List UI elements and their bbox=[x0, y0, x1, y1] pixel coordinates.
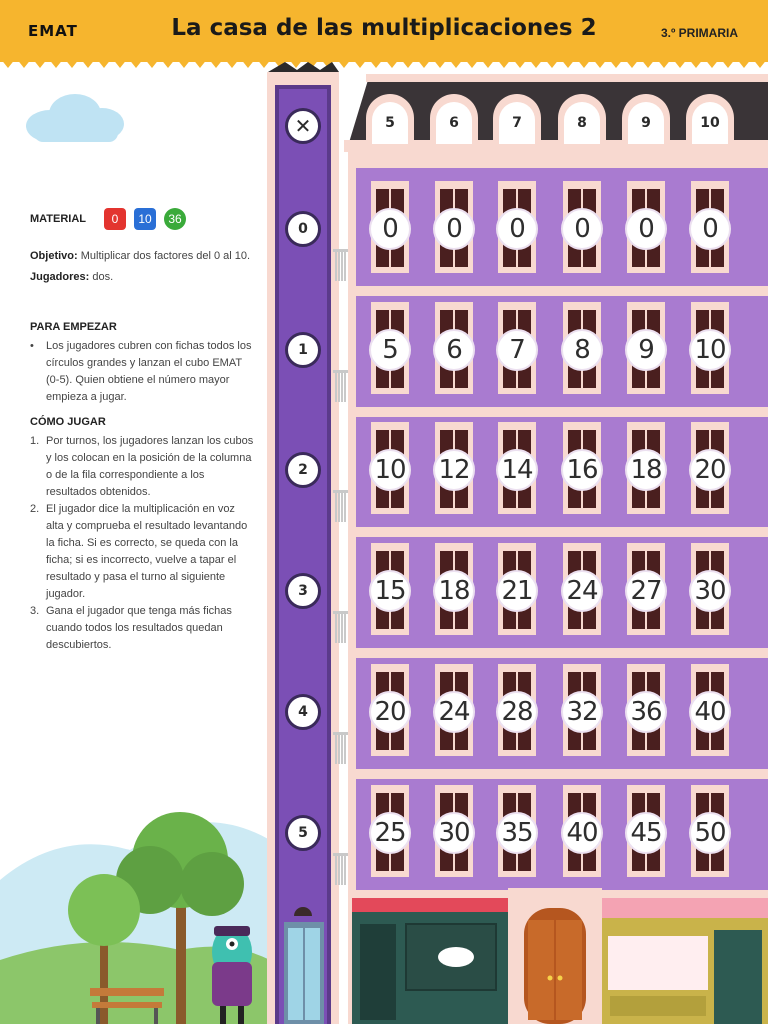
product-circle[interactable]: 40 bbox=[561, 812, 603, 854]
product-circle[interactable]: 16 bbox=[561, 449, 603, 491]
column-header-8: 8 bbox=[577, 115, 587, 131]
product-circle[interactable]: 0 bbox=[625, 208, 667, 250]
multiply-sign: ✕ bbox=[285, 108, 321, 144]
product-circle[interactable]: 0 bbox=[433, 208, 475, 250]
column-header-5: 5 bbox=[385, 115, 395, 131]
product-circle[interactable]: 24 bbox=[433, 691, 475, 733]
product-circle[interactable]: 0 bbox=[369, 208, 411, 250]
column-header-10: 10 bbox=[700, 115, 720, 131]
product-circle[interactable]: 0 bbox=[561, 208, 603, 250]
row-factor-1: 1 bbox=[285, 332, 321, 368]
list-item: • Los jugadores cubren con fichas todos los círculos grandes y lanzan el cubo EMAT (0-5). Quien obtiene el número mayor empieza a jugar. bbox=[30, 340, 252, 403]
product-circle[interactable]: 32 bbox=[561, 691, 603, 733]
product-circle[interactable]: 8 bbox=[561, 329, 603, 371]
red-cube-icon: 0 bbox=[104, 208, 126, 230]
product-circle[interactable]: 35 bbox=[496, 812, 538, 854]
jugadores-text: dos. bbox=[89, 271, 114, 283]
product-circle[interactable]: 6 bbox=[433, 329, 475, 371]
row-factor-2: 2 bbox=[285, 452, 321, 488]
product-circle[interactable]: 30 bbox=[689, 570, 731, 612]
column-header-9: 9 bbox=[641, 115, 651, 131]
product-circle[interactable]: 15 bbox=[369, 570, 411, 612]
objetivo-text: Multiplicar dos factores del 0 al 10. bbox=[77, 250, 251, 262]
product-circle[interactable]: 5 bbox=[369, 329, 411, 371]
product-circle[interactable]: 27 bbox=[625, 570, 667, 612]
row-factor-4: 4 bbox=[285, 694, 321, 730]
product-circle[interactable]: 7 bbox=[496, 329, 538, 371]
product-circle[interactable]: 12 bbox=[433, 449, 475, 491]
product-circle[interactable]: 24 bbox=[561, 570, 603, 612]
product-circle[interactable]: 21 bbox=[496, 570, 538, 612]
product-circle[interactable]: 18 bbox=[625, 449, 667, 491]
product-circle[interactable]: 25 bbox=[369, 812, 411, 854]
product-circle[interactable]: 10 bbox=[689, 329, 731, 371]
product-circle[interactable]: 36 bbox=[625, 691, 667, 733]
product-circle[interactable]: 50 bbox=[689, 812, 731, 854]
para-empezar-title: PARA EMPEZAR bbox=[30, 321, 117, 333]
brand-logo: EMAT bbox=[28, 22, 78, 40]
product-circle[interactable]: 9 bbox=[625, 329, 667, 371]
list-item: 1. Por turnos, los jugadores lanzan los cubos y los colocan en la posición de la columna o de la fila correspondiente a los resultados obtenidos. bbox=[30, 435, 254, 498]
product-circle[interactable]: 18 bbox=[433, 570, 475, 612]
material-label: MATERIAL bbox=[30, 213, 87, 225]
product-circle[interactable]: 14 bbox=[496, 449, 538, 491]
como-jugar-title: CÓMO JUGAR bbox=[30, 416, 106, 428]
product-circle[interactable]: 45 bbox=[625, 812, 667, 854]
column-header-6: 6 bbox=[449, 115, 459, 131]
row-factor-5: 5 bbox=[285, 815, 321, 851]
product-circle[interactable]: 20 bbox=[689, 449, 731, 491]
list-item: 3. Gana el jugador que tenga más fichas cuando todos los resultados quedan descubiertos. bbox=[30, 605, 232, 651]
objetivo-label: Objetivo: bbox=[30, 250, 78, 262]
blue-cube-icon: 10 bbox=[134, 208, 156, 230]
product-circle[interactable]: 28 bbox=[496, 691, 538, 733]
page-title: La casa de las multiplicaciones 2 bbox=[171, 15, 597, 41]
list-item: 2. El jugador dice la multiplicación en voz alta y comprueba el resultado levantando la ficha. Si es correcto, se queda con la ficha; si es incorrecto, vuelve a tapar el resultado y pasa el turno al siguiente jugador. bbox=[30, 503, 248, 600]
product-circle[interactable]: 0 bbox=[496, 208, 538, 250]
product-circle[interactable]: 0 bbox=[689, 208, 731, 250]
row-factor-0: 0 bbox=[285, 211, 321, 247]
jugadores-label: Jugadores: bbox=[30, 271, 90, 283]
green-cube-icon: 36 bbox=[164, 208, 186, 230]
product-circle[interactable]: 40 bbox=[689, 691, 731, 733]
grade-label: 3.º PRIMARIA bbox=[660, 26, 738, 40]
column-header-7: 7 bbox=[512, 115, 522, 131]
product-circle[interactable]: 10 bbox=[369, 449, 411, 491]
product-circle[interactable]: 20 bbox=[369, 691, 411, 733]
row-factor-3: 3 bbox=[285, 573, 321, 609]
product-circle[interactable]: 30 bbox=[433, 812, 475, 854]
